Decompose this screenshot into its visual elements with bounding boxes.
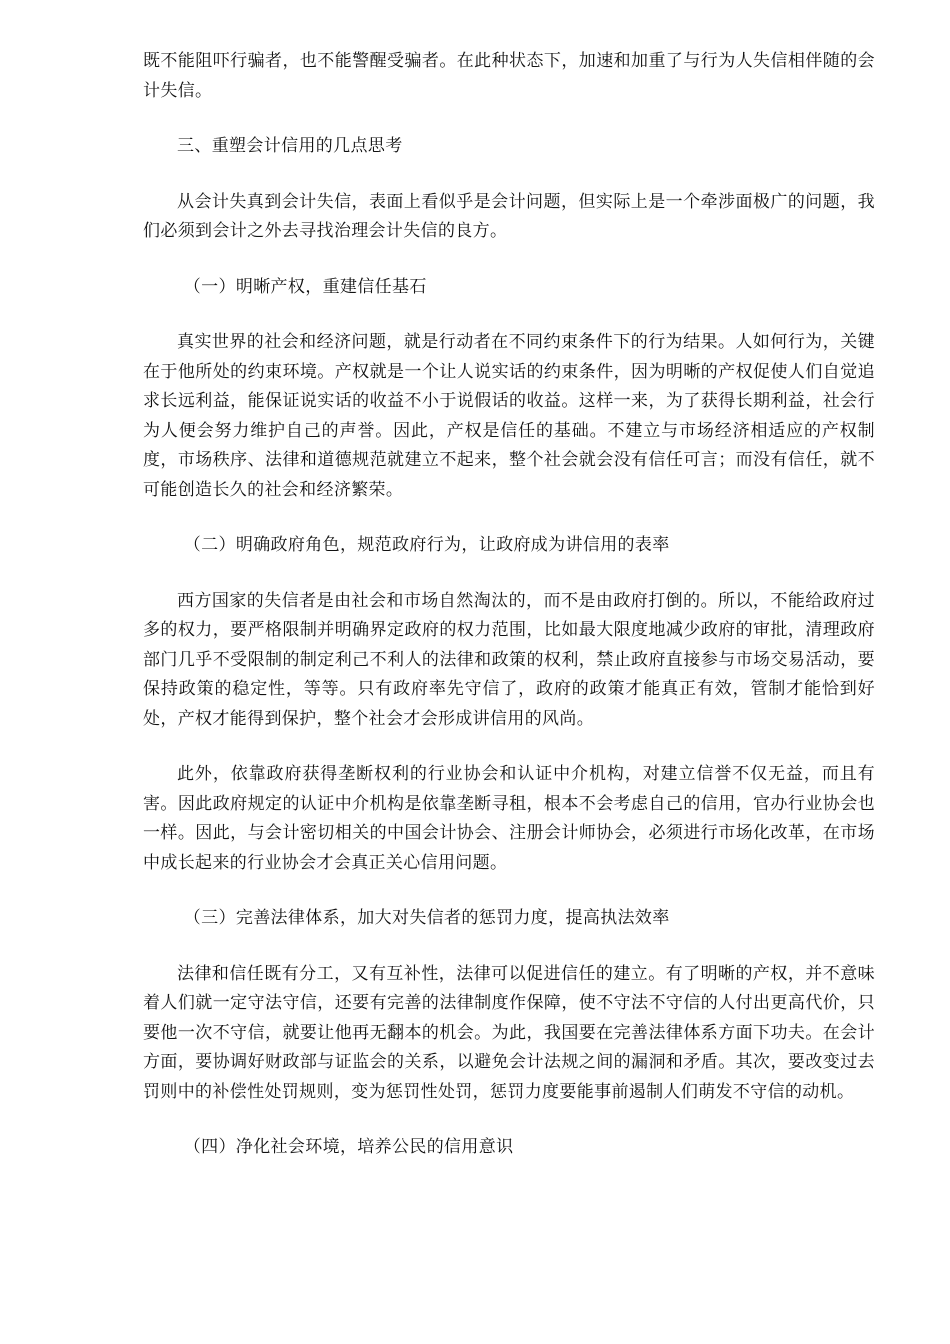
subheading-4: （四）净化社会环境，培养公民的信用意识 bbox=[183, 1137, 514, 1157]
subheading-3: （三）完善法律体系，加大对失信者的惩罚力度，提高执法效率 bbox=[183, 908, 670, 928]
subheading-2: （二）明确政府角色，规范政府行为，让政府成为讲信用的表率 bbox=[183, 535, 670, 555]
paragraph-legal-system: 法律和信任既有分工，又有互补性，法律可以促进信任的建立。有了明晰的产权，并不意味着人们就一定守法守信，还要有完善的法律制度作保障，使不守法不守信的人付出更高代价，只要他一次不守信，就要让他再无翻本的机会。为此，我国要在完善法律体系方面下功夫。在会计方面，要协调好财政部与证监会的关系，以避免会计法规之间的漏洞和矛盾。其次，要改变过去罚则中的补偿性处罚规则，变为惩罚性处罚，惩罚力度要能事前遏制人们萌发不守信的动机。 bbox=[143, 963, 875, 1102]
section-heading: 三、重塑会计信用的几点思考 bbox=[177, 136, 403, 156]
paragraph-government-role: 西方国家的失信者是由社会和市场自然淘汰的，而不是由政府打倒的。所以，不能给政府过多的权力，要严格限制并明确界定政府的权力范围，比如最大限度地减少政府的审批，清理政府部门几乎不受限制的制定利己不利人的法律和政策的权利，禁止政府直接参与市场交易活动，要保持政策的稳定性，等等。只有政府率先守信了，政府的政策才能真正有效，管制才能恰到好处，产权才能得到保护，整个社会才会形成讲信用的风尚。 bbox=[143, 590, 875, 729]
paragraph-continued: 既不能阻吓行骗者，也不能警醒受骗者。在此种状态下，加速和加重了与行为人失信相伴随的会计失信。 bbox=[143, 51, 875, 101]
paragraph-intro: 从会计失真到会计失信，表面上看似乎是会计问题，但实际上是一个牵涉面极广的问题，我们必须到会计之外去寻找治理会计失信的良方。 bbox=[143, 191, 875, 241]
paragraph-property-rights: 真实世界的社会和经济问题，就是行动者在不同约束条件下的行为结果。人如何行为，关键在于他所处的约束环境。产权就是一个让人说实话的约束条件，因为明晰的产权促使人们自觉追求长远利益，能保证说实话的收益不小于说假话的收益。这样一来，为了获得长期利益，社会行为人便会努力维护自己的声誉。因此，产权是信任的基础。不建立与市场经济相适应的产权制度，市场秩序、法律和道德规范就建立不起来，整个社会就会没有信任可言；而没有信任，就不可能创造长久的社会和经济繁荣。 bbox=[143, 332, 875, 500]
paragraph-industry-associations: 此外，依靠政府获得垄断权利的行业协会和认证中介机构，对建立信誉不仅无益，而且有害。因此政府规定的认证中介机构是依靠垄断寻租，根本不会考虑自己的信用，官办行业协会也一样。因此，与会计密切相关的中国会计协会、注册会计师协会，必须进行市场化改革，在市场中成长起来的行业协会才会真正关心信用问题。 bbox=[143, 764, 875, 873]
document-page bbox=[143, 47, 875, 1189]
subheading-1: （一）明晰产权，重建信任基石 bbox=[183, 276, 427, 297]
